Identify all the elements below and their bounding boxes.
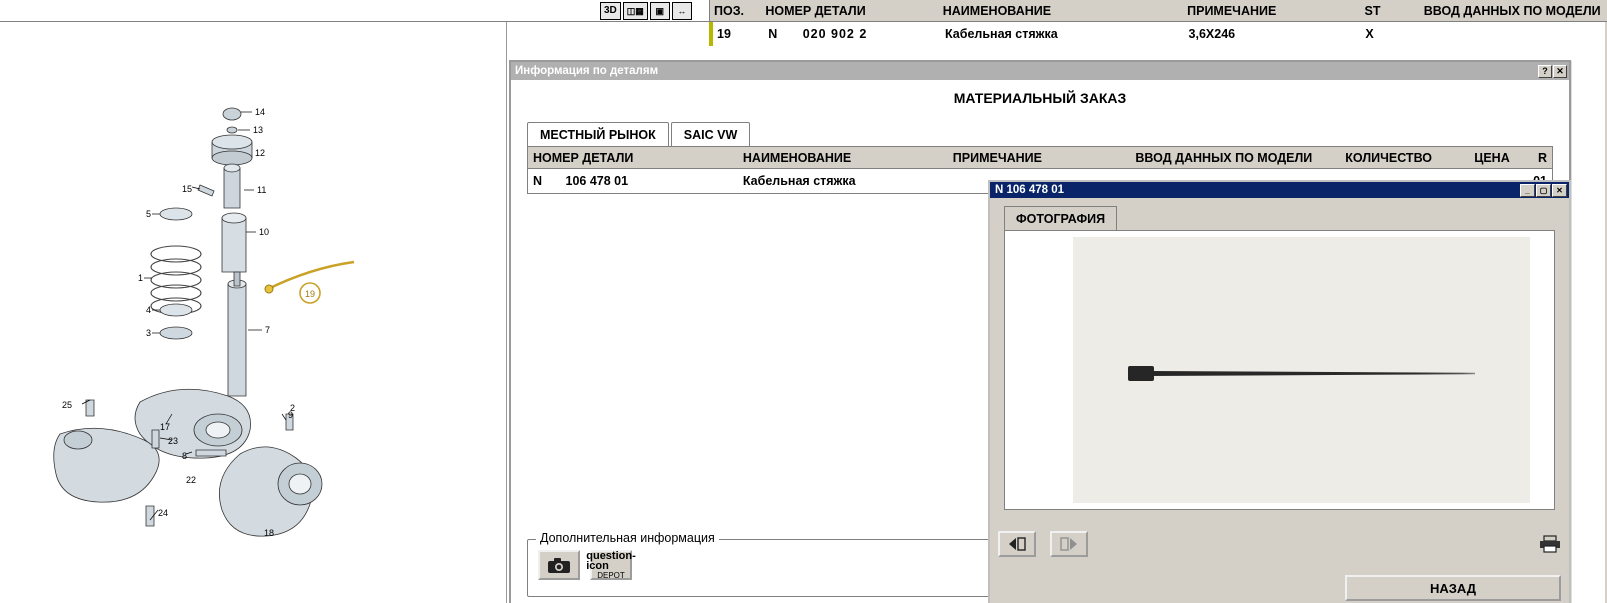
photo-frame <box>1004 230 1555 510</box>
svg-text:10: 10 <box>259 227 270 237</box>
photo-navigation <box>998 531 1561 557</box>
back-button[interactable]: НАЗАД <box>1345 575 1561 601</box>
mheader-part-number: НОМЕР ДЕТАЛИ <box>533 150 634 165</box>
material-order-heading: МАТЕРИАЛЬНЫЙ ЗАКАЗ <box>511 80 1569 118</box>
photo-title-buttons <box>1520 184 1567 197</box>
svg-text:13: 13 <box>253 125 264 135</box>
mcell-prefix: N <box>533 174 543 188</box>
cable-tie-image <box>1128 370 1475 377</box>
svg-text:17: 17 <box>160 422 171 432</box>
svg-text:22: 22 <box>186 475 197 485</box>
parts-table-row[interactable] <box>709 22 1607 46</box>
header-remark: ПРИМЕЧАНИЕ <box>1187 3 1277 18</box>
header-pos: ПОЗ. <box>714 3 745 18</box>
next-icon <box>1059 536 1079 552</box>
question-icon: question-icon <box>586 549 636 572</box>
photo-titlebar[interactable] <box>990 182 1569 198</box>
part-photo <box>1073 237 1530 503</box>
header-st: ST <box>1364 3 1381 18</box>
cell-pos: 19 <box>717 27 731 41</box>
additional-info-panel <box>527 531 997 597</box>
view-mode-buttons <box>600 1 692 21</box>
mheader-quantity: КОЛИЧЕСТВО <box>1345 150 1433 165</box>
mheader-remark: ПРИМЕЧАНИЕ <box>952 150 1042 165</box>
svg-text:25: 25 <box>62 400 73 410</box>
svg-text:19: 19 <box>304 289 316 299</box>
svg-text:1: 1 <box>138 273 144 283</box>
material-table-header <box>528 147 1552 169</box>
cell-part-digits: 020 902 2 <box>802 27 868 41</box>
tab-saic-vw[interactable]: SAIC VW <box>671 122 750 146</box>
suspension-diagram <box>0 22 507 603</box>
view-expand-button[interactable]: ↔ <box>672 2 692 20</box>
tab-photo[interactable]: ФОТОГРАФИЯ <box>1004 206 1117 230</box>
cell-st: X <box>1365 27 1374 41</box>
close-icon[interactable]: ✕ <box>1553 65 1567 78</box>
market-tabs <box>511 118 1569 146</box>
svg-text:23: 23 <box>168 436 179 446</box>
mcell-digits: 106 478 01 <box>565 174 629 188</box>
print-button[interactable] <box>1539 535 1561 553</box>
depot-button[interactable] <box>586 549 636 580</box>
cell-remark: 3,6X246 <box>1188 27 1236 41</box>
depot-label: DEPOT <box>597 570 625 580</box>
minimize-icon[interactable]: _ <box>1520 184 1535 197</box>
photo-button[interactable] <box>538 550 580 580</box>
camera-icon <box>547 557 571 574</box>
cable-tie-tail <box>1150 371 1475 376</box>
svg-text:15: 15 <box>182 184 193 194</box>
previous-image-button[interactable] <box>998 531 1036 557</box>
mcell-name: Кабельная стяжка <box>742 174 856 188</box>
next-image-button[interactable] <box>1050 531 1088 557</box>
cell-part-prefix: N <box>768 27 778 41</box>
header-model-entry: ВВОД ДАННЫХ ПО МОДЕЛИ <box>1423 3 1601 18</box>
mheader-price: ЦЕНА <box>1474 150 1510 165</box>
mheader-name: НАИМЕНОВАНИЕ <box>742 150 852 165</box>
svg-text:3: 3 <box>146 328 152 338</box>
view-split-button[interactable]: ◫▦ <box>623 2 648 20</box>
svg-text:4: 4 <box>146 305 152 315</box>
photo-body <box>990 198 1569 603</box>
help-button[interactable]: ? <box>1538 65 1552 78</box>
svg-text:14: 14 <box>255 107 266 117</box>
svg-text:8: 8 <box>182 451 188 461</box>
mheader-model-entry: ВВОД ДАННЫХ ПО МОДЕЛИ <box>1135 150 1313 165</box>
exploded-view-drawing[interactable] <box>0 22 507 603</box>
svg-text:18: 18 <box>264 528 275 538</box>
parts-info-titlebar[interactable] <box>511 62 1569 80</box>
cell-part-number <box>764 27 941 41</box>
svg-text:7: 7 <box>265 325 271 335</box>
view-3d-button[interactable]: 3D <box>600 2 621 20</box>
tab-local-market[interactable]: МЕСТНЫЙ РЫНОК <box>527 122 669 146</box>
printer-icon <box>1539 535 1561 553</box>
svg-text:11: 11 <box>257 185 267 195</box>
parts-table-header <box>709 0 1607 22</box>
photo-title-text: N 106 478 01 <box>995 184 1065 196</box>
svg-text:12: 12 <box>255 148 266 158</box>
additional-info-legend: Дополнительная информация <box>536 531 719 545</box>
header-part-number: НОМЕР ДЕТАЛИ <box>765 3 866 18</box>
close-icon[interactable]: ✕ <box>1552 184 1567 197</box>
view-single-button[interactable]: ▣ <box>650 2 670 20</box>
maximize-icon[interactable]: ▢ <box>1536 184 1551 197</box>
additional-info-buttons <box>528 540 996 580</box>
svg-text:24: 24 <box>158 508 169 518</box>
mcell-part-number <box>528 174 738 188</box>
svg-text:5: 5 <box>146 209 152 219</box>
cell-name: Кабельная стяжка <box>945 27 1058 41</box>
parts-info-title-buttons <box>1538 65 1567 78</box>
prev-icon <box>1007 536 1027 552</box>
svg-text:9: 9 <box>288 410 294 420</box>
photo-tabs <box>996 204 1563 230</box>
header-name: НАИМЕНОВАНИЕ <box>942 3 1052 18</box>
photo-window[interactable] <box>988 180 1571 603</box>
photo-nav-buttons <box>998 531 1088 557</box>
mheader-r: R <box>1537 150 1547 165</box>
parts-info-title-text: Информация по деталям <box>515 65 659 77</box>
svg-text:2: 2 <box>290 403 296 413</box>
